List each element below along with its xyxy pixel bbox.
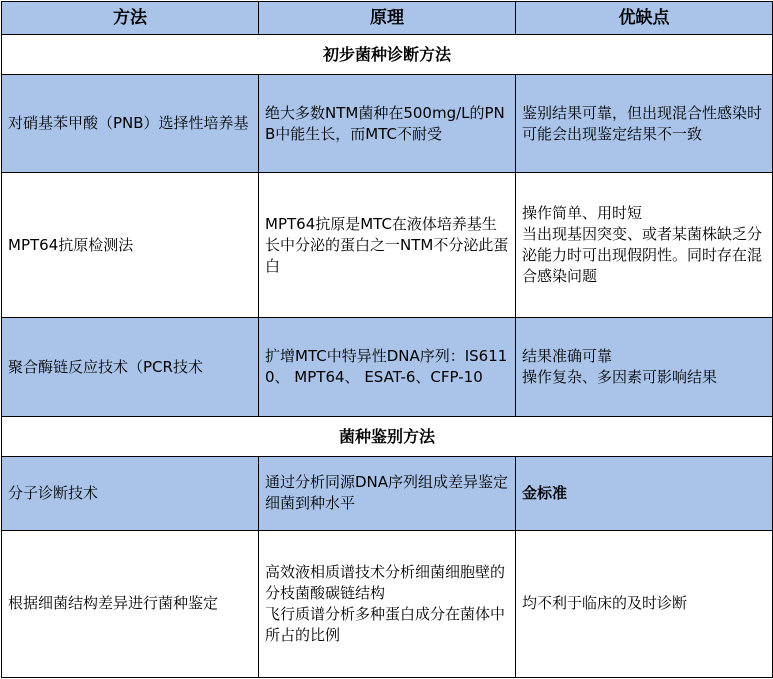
principle-line: MPT64抗原是MTC在液体培养基生长中分泌的蛋白之一NTM不分泌此蛋白 bbox=[265, 214, 509, 275]
evaluation-cell bbox=[516, 530, 773, 677]
evaluation-cell bbox=[516, 173, 773, 318]
principle-cell bbox=[259, 530, 516, 677]
method-cell: 聚合酶链反应技术（PCR技术 bbox=[2, 318, 259, 416]
principle-line: 扩增MTC中特异性DNA序列：IS6110、 MPT64、 ESAT-6、CFP-10 bbox=[265, 347, 508, 386]
principle-cell bbox=[259, 318, 516, 416]
principle-line: 飞行质谱分析多种蛋白成分在菌体中所占的比例 bbox=[265, 604, 506, 644]
evaluation-cell bbox=[516, 456, 773, 530]
principle-line: 通过分析同源DNA序列组成差异鉴定细菌到种水平 bbox=[265, 473, 509, 513]
header-method: 方法 bbox=[2, 2, 259, 35]
section-row bbox=[2, 35, 773, 75]
method-cell: 根据细菌结构差异进行菌种鉴定 bbox=[2, 530, 259, 677]
method-cell: 分子诊断技术 bbox=[2, 456, 259, 530]
principle-line: 高效液相质谱技术分析细菌细胞壁的分枝菌酸碳链结构 bbox=[265, 562, 506, 602]
table-row bbox=[2, 318, 773, 416]
principle-cell bbox=[259, 173, 516, 318]
evaluation-line: 操作简单、用时短 bbox=[522, 204, 643, 223]
evaluation-line: 均不利于临床的及时诊断 bbox=[522, 594, 688, 613]
section-title: 初步菌种诊断方法 bbox=[2, 35, 773, 75]
table-row bbox=[2, 75, 773, 173]
evaluation-line: 结果准确可靠 bbox=[522, 347, 613, 365]
section-row bbox=[2, 416, 773, 456]
header-principle: 原理 bbox=[259, 2, 516, 35]
header-evaluation: 优缺点 bbox=[516, 2, 773, 35]
method-cell: MPT64抗原检测法 bbox=[2, 173, 259, 318]
table-row bbox=[2, 530, 773, 677]
table-row bbox=[2, 173, 773, 318]
section-title: 菌种鉴别方法 bbox=[2, 416, 773, 456]
evaluation-line: 金标准 bbox=[522, 483, 568, 502]
evaluation-line: 当出现基因突变、或者某菌株缺乏分泌能力时可出现假阴性。同时存在混合感染问题 bbox=[522, 225, 763, 286]
principle-line: 绝大多数NTM菌种在500mg/L的PNB中能生长，而MTC不耐受 bbox=[265, 103, 505, 143]
header-row bbox=[2, 2, 773, 35]
table-row bbox=[2, 456, 773, 530]
evaluation-cell bbox=[516, 75, 773, 173]
evaluation-line: 鉴别结果可靠，但出现混合性感染时可能会出现鉴定结果不一致 bbox=[522, 103, 763, 143]
method-cell: 对硝基苯甲酸（PNB）选择性培养基 bbox=[2, 75, 259, 173]
principle-cell bbox=[259, 456, 516, 530]
comparison-table bbox=[1, 1, 773, 678]
evaluation-line: 操作复杂、多因素可影响结果 bbox=[522, 368, 718, 386]
evaluation-cell bbox=[516, 318, 773, 416]
principle-cell bbox=[259, 75, 516, 173]
